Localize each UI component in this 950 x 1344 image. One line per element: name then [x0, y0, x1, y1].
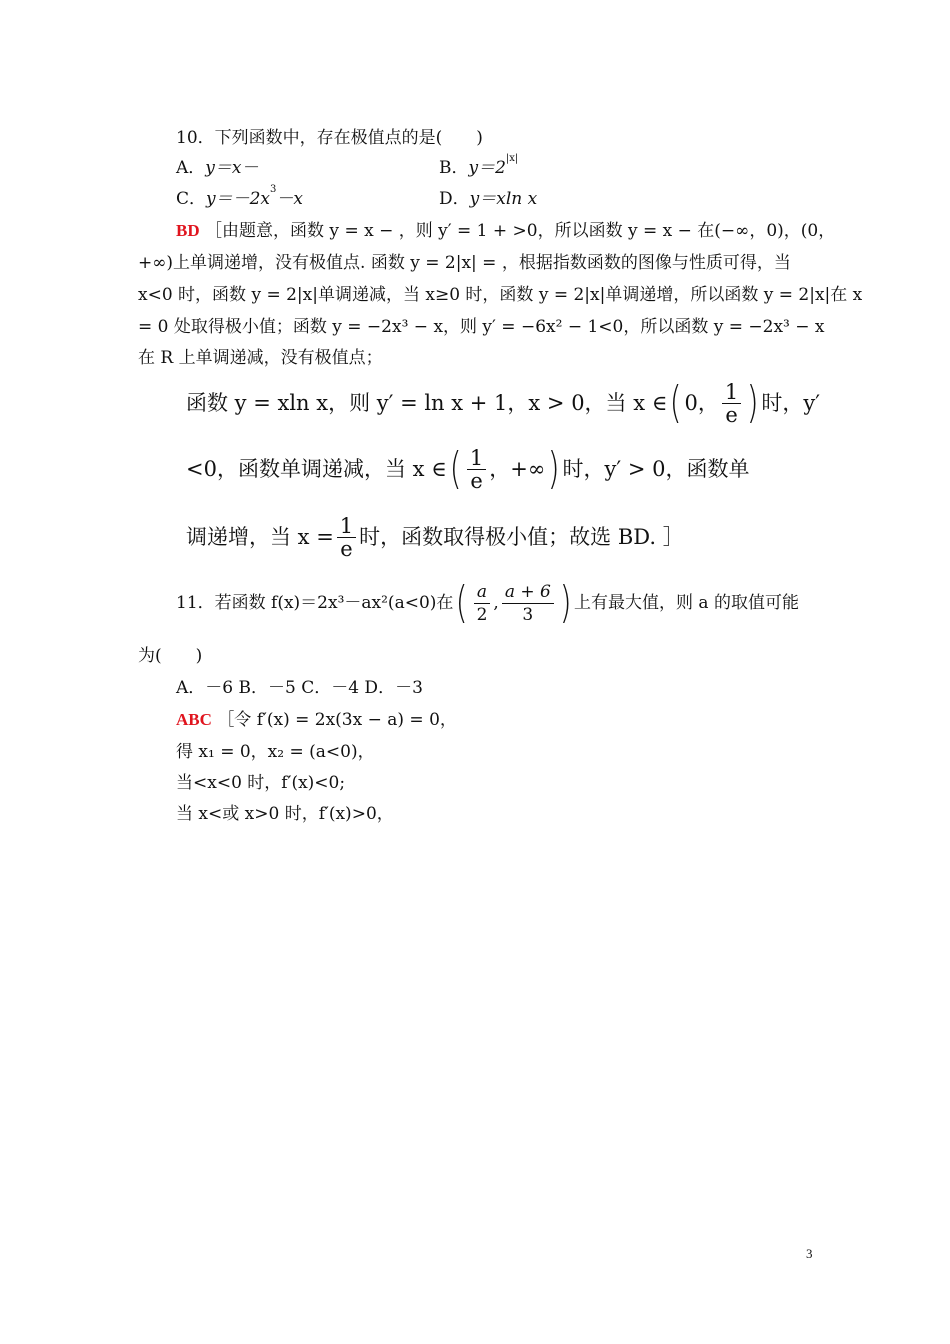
q10-solution-line-4: = 0 处取得极小值；函数 y = −2x³ − x，则 y′ = −6x² − 1<0，所以函数 y = −2x³ − x: [138, 317, 825, 337]
q10-option-a-label: A．: [176, 158, 206, 178]
q10-solution-line-1: [176, 219, 835, 243]
q10-option-c-label: C．: [176, 189, 207, 209]
q11-stem-line-1: [176, 578, 799, 628]
q10-solution-line-5: 在 R 上单调递减，没有极值点；: [138, 348, 383, 368]
q10-derivation-1-text: 函数 y = xln x，则 y′ = ln x + 1，x > 0，当 x ∈: [186, 391, 668, 415]
q11-stem-a: 11．若函数 f(x)＝2x³－ax²(a<0)在: [176, 593, 454, 613]
q10-stem: 10．下列函数中，存在极值点的是( ): [176, 128, 483, 148]
left-paren: (: [449, 443, 462, 494]
q10-option-b-exp: |x|: [505, 153, 519, 164]
q10-solution-line-2: +∞)上单调递增，没有极值点. 函数 y = 2|x| = ，根据指数函数的图像与性质可得，当: [138, 253, 791, 273]
q10-derivation-2-text: <0，函数单调递减，当 x ∈: [186, 457, 447, 481]
q11-solution-line-3: 当<x<0 时，f′(x)<0;: [176, 773, 346, 793]
q10-option-d-label: D．: [439, 189, 470, 209]
right-paren: ): [547, 443, 560, 494]
q10-option-d-expr: y＝xln x: [469, 189, 538, 209]
fraction-one-over-e: $\frac{1}{e}$: [722, 381, 741, 426]
q10-derivation-1-inner: 0，: [684, 391, 719, 415]
q10-solution-text-1: ［由题意，函数 y = x − ，则 y′ = 1 + >0，所以函数 y = x − 在(−∞，0)，(0，: [205, 221, 836, 241]
q10-derivation-line-1: [186, 378, 820, 428]
q10-option-b-expr: y＝2: [468, 158, 506, 178]
q10-option-d: [439, 187, 537, 211]
q10-derivation-2-inner: ，+∞: [489, 457, 546, 481]
q10-option-c-expr2: －x: [276, 189, 303, 209]
q10-derivation-3-text: 调递增，当 x =: [186, 525, 334, 549]
fraction-one-over-e: $\frac{1}{e}$: [467, 447, 486, 492]
q10-option-c: [176, 184, 303, 211]
q11-solution-line-1: [176, 708, 457, 732]
q11-stem-b: 上有最大值，则 a 的取值可能: [574, 593, 799, 613]
q10-derivation-line-3: [186, 512, 684, 562]
left-paren: (: [669, 377, 682, 428]
q10-option-c-exp: 3: [270, 184, 277, 195]
right-paren: ): [559, 577, 572, 628]
q10-derivation-3-tail: 时，函数取得极小值；故选 BD. ］: [359, 525, 684, 549]
q11-solution-line-4: 当 x<或 x>0 时，f′(x)>0，: [176, 804, 394, 824]
q11-solution-line-2: 得 x₁ = 0，x₂ = (a<0)，: [176, 742, 375, 762]
fraction-a-over-2: $\frac{a}{2}$: [474, 581, 491, 626]
comma: ,: [493, 593, 499, 613]
q11-answer: ABC: [176, 710, 212, 729]
q11-options: A．－6 B．－5 C．－4 D．－3: [176, 678, 423, 698]
left-paren: (: [455, 577, 469, 628]
q10-derivation-2-tail: 时，y′ > 0，函数单: [562, 457, 750, 481]
q10-option-c-expr1: y＝－2x: [206, 189, 271, 209]
fraction-one-over-e: $\frac{1}{e}$: [337, 515, 356, 560]
fraction-a-plus-6-over-3: $\frac{a + 6}{3}$: [502, 581, 554, 626]
q10-answer: BD: [176, 221, 200, 240]
right-paren: ): [746, 377, 759, 428]
q10-solution-line-3: x<0 时，函数 y = 2|x|单调递减，当 x≥0 时，函数 y = 2|x|单调递增，所以函数 y = 2|x|在 x: [138, 285, 863, 305]
q10-option-a-expr: y＝x－: [205, 158, 259, 178]
q11-stem-line-2: 为( ): [138, 646, 203, 666]
q10-derivation-1-tail: 时，y′: [761, 391, 821, 415]
q10-option-a: [176, 156, 258, 180]
q10-derivation-line-2: [186, 444, 749, 494]
q10-option-b-label: B．: [439, 158, 469, 178]
page-number: 3: [806, 1246, 813, 1261]
q11-solution-text-1: ［令 f′(x) = 2x(3x − a) = 0，: [217, 710, 457, 730]
q10-option-b: [439, 153, 519, 180]
